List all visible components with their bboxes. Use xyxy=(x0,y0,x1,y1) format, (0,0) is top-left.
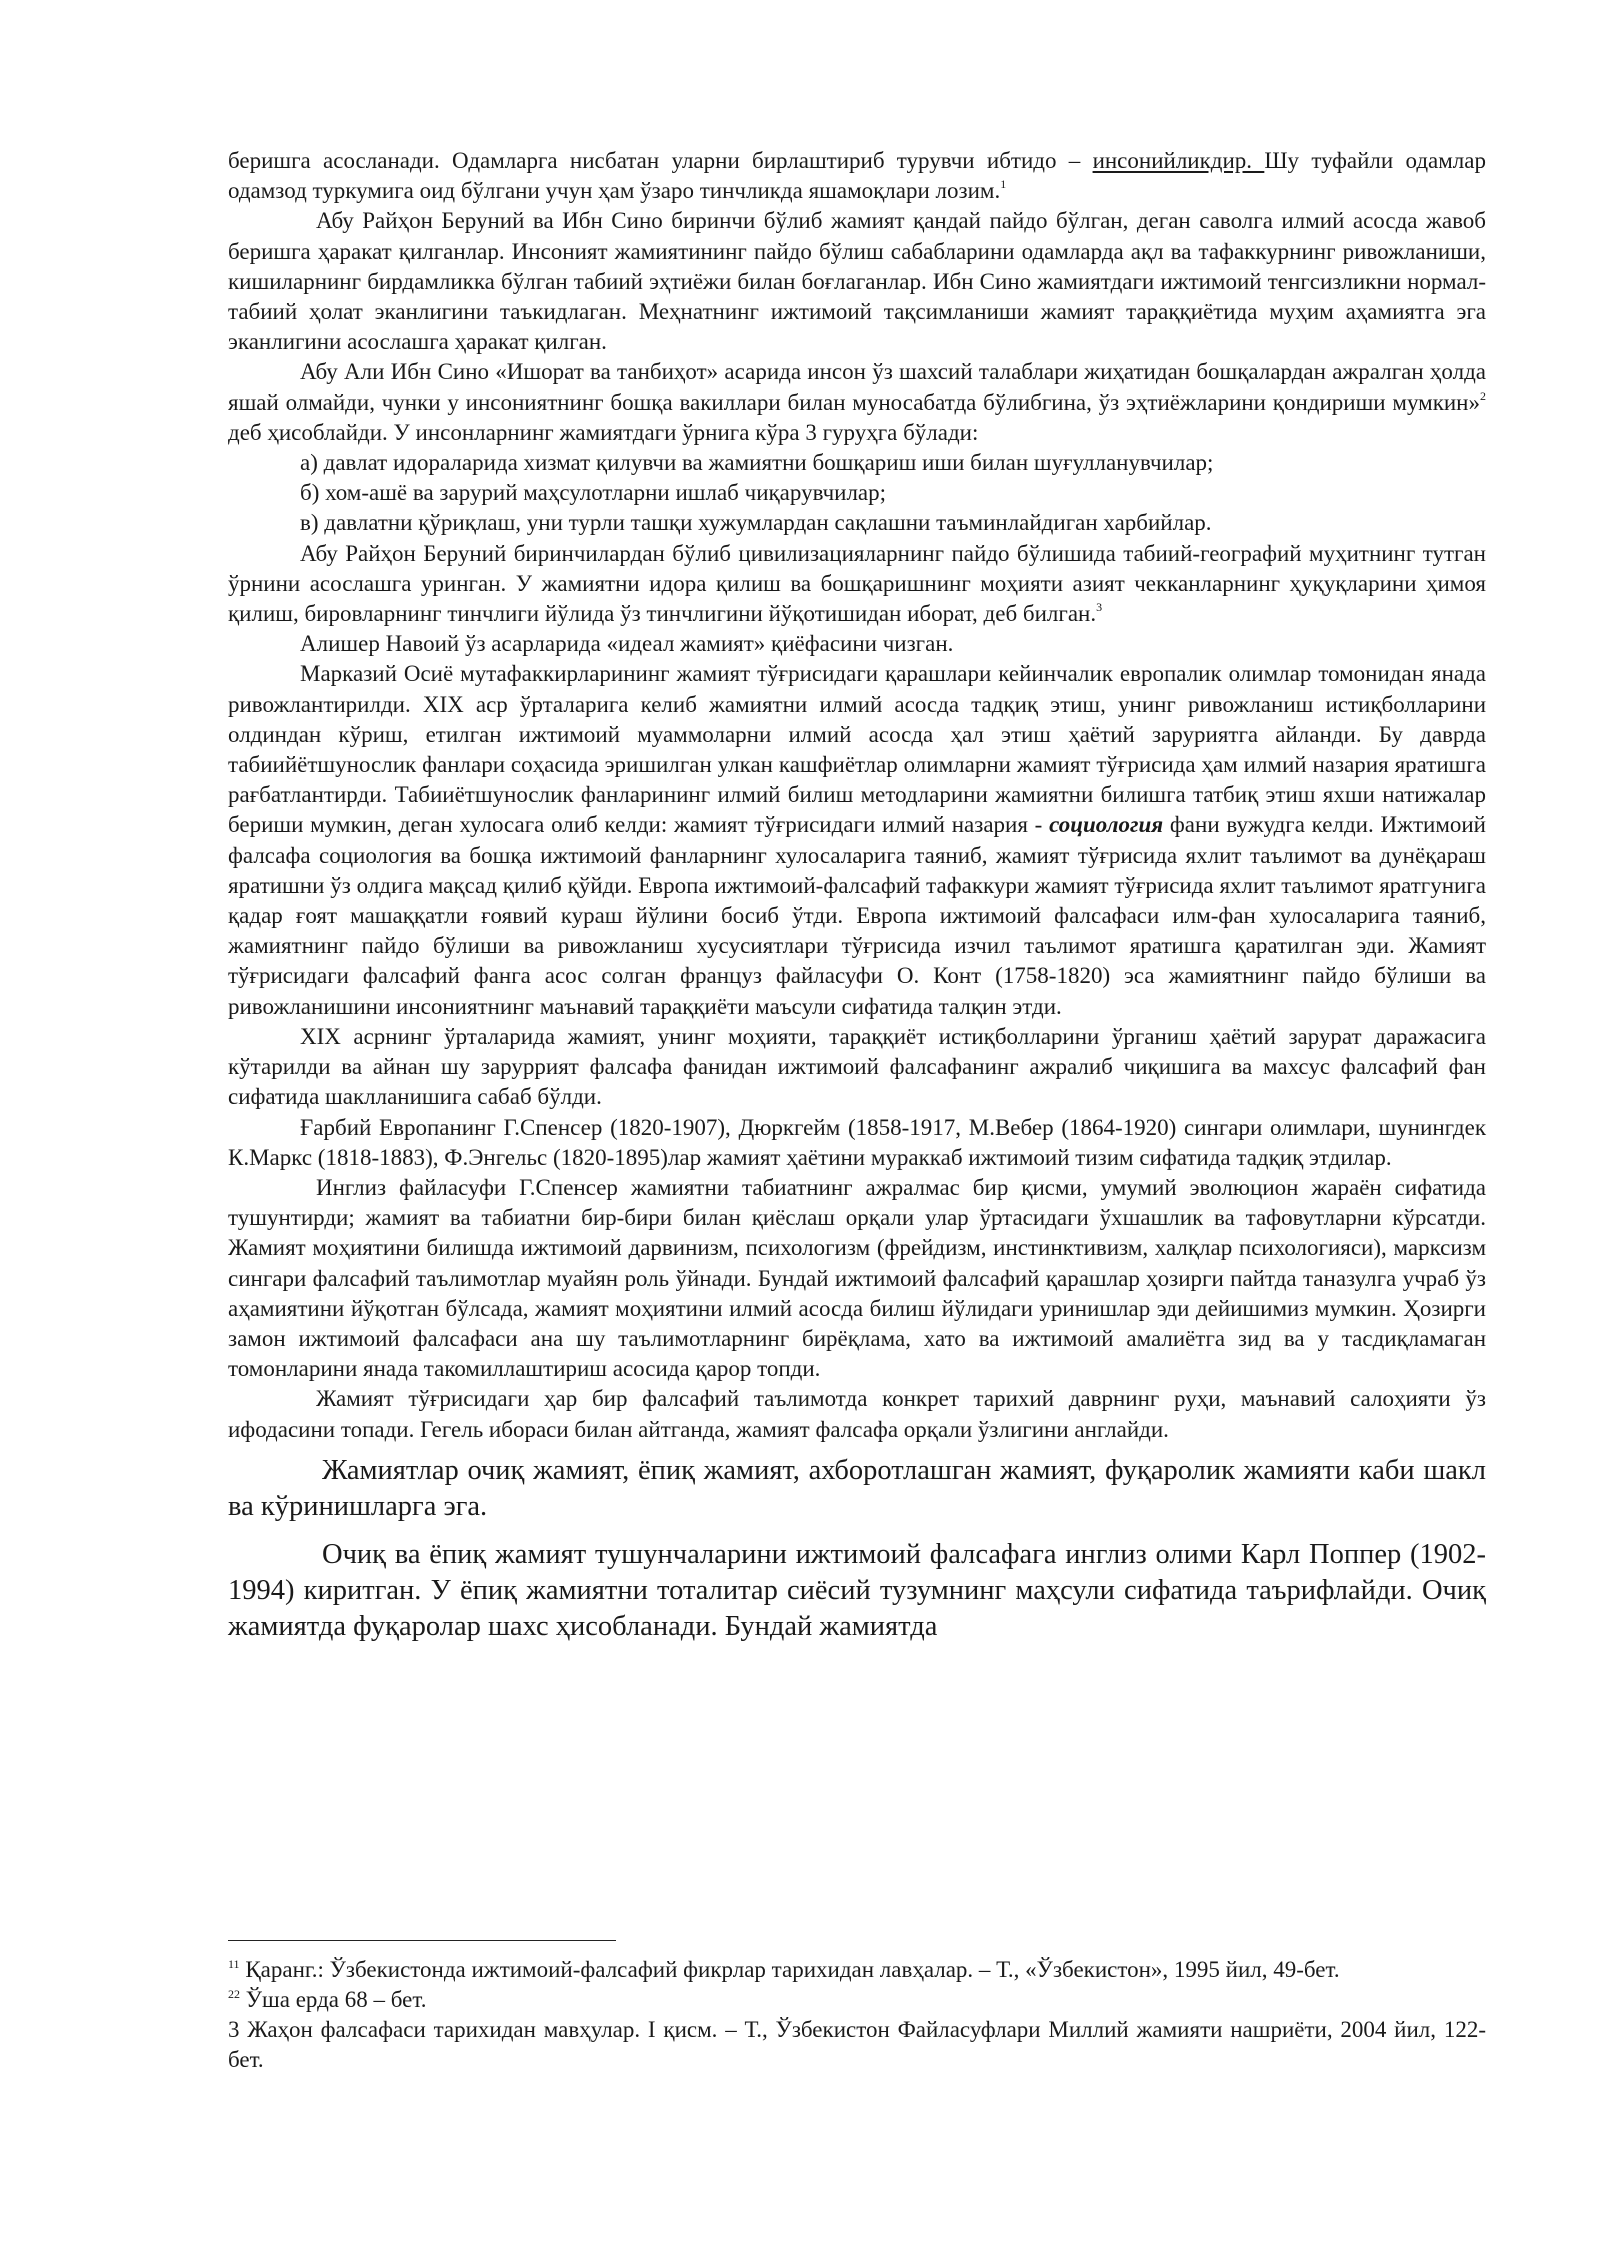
emphasized-term: социология xyxy=(1049,812,1164,838)
footnote-text: Жаҳон фалсафаси тарихидан мавҳулар. I қисм. – Т., Ўзбекистон Файласуфлари Миллий жамияти нашриёти, 2004 йил, 122-бет. xyxy=(228,2017,1486,2072)
footnote-ref[interactable]: 2 xyxy=(1480,388,1486,403)
footnote-1 xyxy=(228,1955,1486,1985)
footnote-ref[interactable]: 3 xyxy=(1096,600,1103,615)
paragraph-1 xyxy=(228,146,1486,206)
footnote-mark: 3 xyxy=(228,2017,240,2042)
footnote-3 xyxy=(228,2015,1486,2075)
paragraph-3 xyxy=(228,357,1486,448)
paragraph-text: Абу Райҳон Беруний биринчилардан бўлиб цивилизацияларнинг пайдо бўлишида табиий-географий муҳитнинг тутган ўрнини асослашга уринган. У жамиятни идора қилиш ва бошқаришнинг моҳияти азият чекканларнинг ҳуқуқларини ҳимоя қилиш, бировларнинг тинчлиги йўлида ўз тинчлигини йўқотишидан иборат, деб билган. xyxy=(228,540,1486,627)
paragraph-9: Инглиз файласуфи Г.Спенсер жамиятни табиатнинг ажралмас бир қисми, умумий эволюцион жараён сифатида тушунтирди; жамият ва табиатни бир-бири билан қиёслаш орқали улар ўртасидаги ўхшашлик ва тафовутларни кўрсатди. Жамият моҳиятини билишда ижтимоий дарвинизм, психологизм (фрейдизм, инстинктивизм, халқлар психологияси), марксизм сингари фалсафий таълимотлар муайян роль ўйнади. Бундай ижтимоий фалсафий қарашлар ҳозирги пайтда таназулга учраб ўз аҳамиятини йўқотган бўлсада, жамият моҳиятини илмий асосда билиш йўлидаги уринишлар эди дейишимиз мумкин. Ҳозирги замон ижтимоий фалсафаси ана шу таълимотларнинг бирёқлама, хато ва ижтимоий амалиётга зид ва у тасдиқламаган томонларини янада такомиллаштириш асосида қарор топди. xyxy=(228,1174,1486,1382)
footnote-text: Қаранг.: Ўзбекистонда ижтимоий-фалсафий фикрлар тарихидан лавҳалар. – Т., «Ўзбекистон», 1995 йил, 49-бет. xyxy=(239,1957,1340,1982)
list-item: б) хом-ашё ва зарурий маҳсулотларни ишлаб чиқарувчилар; xyxy=(300,480,887,506)
paragraph-text: фани вужудга келди. Ижтимоий фалсафа социология ва бошқа ижтимоий фанларнинг хулосаларига таяниб, жамият тўғрисида яхлит таълимот ва дунёқараш яратишни ўз олдига мақсад қилиб қўйди. Европа ижтимоий-фалсафий тафаккури жамият тўғрисида яхлит таълимот яратгунига қадар ғоят машаққатли ғоявий кураш йўлини босиб ўтди. Европа ижтимоий фалсафаси илм-фан хулосаларига таяниб, жамиятнинг пайдо бўлиши ва ривожланиш хусусиятлари тўғрисида изчил таълимот яратишга қаратилган эди. Жамият тўғрисидаги фалсафий фанга асос солган француз файласуфи О. Конт (1758-1820) эса жамиятнинг пайдо бўлиши ва ривожланишини инсониятнинг маънавий тараққиёти маъсули сифатида талқин этди. xyxy=(228,812,1486,1019)
document-page xyxy=(228,146,1486,1645)
paragraph-11: Жамиятлар очиқ жамият, ёпиқ жамият, ахборотлашган жамият, фуқаролик жамияти каби шакл ва кўринишларга эга. xyxy=(228,1454,1486,1522)
paragraph-text: Абу Али Ибн Сино «Ишорат ва танбиҳот» асарида инсон ўз шахсий талаблари жиҳатидан бошқалардан ажралган ҳолда яшай олмайди, чунки у инсониятнинг бошқа вакиллари билан муносабатда бўлибгина, ўз эҳтиёжларини қондириши мумкин» xyxy=(228,359,1486,415)
paragraph-10: Жамият тўғрисидаги ҳар бир фалсафий таълимотда конкрет тарихий даврнинг руҳи, маънавий салоҳияти ўз ифодасини топади. Гегель ибораси билан айтганда, жамият фалсафа орқали ўзлигини англайди. xyxy=(228,1386,1486,1442)
paragraph-7: XIX асрнинг ўрталарида жамият, унинг моҳияти, тараққиёт истиқболларини ўрганиш ҳаётий зарурат даражасига кўтарилди ва айнан шу заруррият фалсафа фанидан ижтимоий фалсафанинг ажралиб чиқишига ва махсус фалсафий фан сифатида шаклланишига сабаб бўлди. xyxy=(228,1023,1486,1110)
paragraph-5: Алишер Навоий ўз асарларида «идеал жамият» қиёфасини чизган. xyxy=(300,631,954,657)
paragraph-text: Марказий Осиё мутафаккирларининг жамият тўғрисидаги қарашлари кейинчалик европалик олимлар томонидан янада ривожлантирилди. XIX аср ўрталарига келиб жамиятни илмий асосда тадқиқ этиш, унинг ривожланиш истиқболларини олдиндан кўриш, етилган ижтимоий муаммоларни илмий асосда ҳал этиш ҳаётий заруриятга айланди. Бу даврда табиийётшунослик фанлари соҳасида эришилган улкан кашфиётлар олимларни жамият тўғрисида ҳам илмий назария яратишга рағбатлантирди. Табииётшунослик фанларининг илмий билиш методларини жамиятни билишга татбиқ этиш яхши натижалар бериши мумкин, деган хулосага олиб келди: жамият тўғрисидаги илмий назария - xyxy=(228,661,1486,838)
footnote-separator xyxy=(228,1940,616,1941)
paragraph-text: Шу туфайли одамлар одамзод туркумига оид бўлгани учун ҳам ўзаро тинчликда яшамоқлари лозим. xyxy=(228,148,1486,204)
paragraph-2: Абу Райҳон Беруний ва Ибн Сино биринчи бўлиб жамият қандай пайдо бўлган, деган саволга илмий асосда жавоб беришга ҳаракат қилганлар. Инсоният жамиятининг пайдо бўлиш сабабларини одамларда ақл ва тафаккурнинг ривожланиши, кишиларнинг бирдамликка бўлган табиий эҳтиёжи билан боғлаганлар. Ибн Сино жамиятдаги ижтимоий тенгсизликни нормал-табиий ҳолат эканлигини таъкидлаган. Меҳнатнинг ижтимоий тақсимланиши жамият тараққиётида муҳим аҳамиятга эга эканлигини асослашга ҳаракат қилган. xyxy=(228,208,1486,355)
footnote-text: Ўша ерда 68 – бет. xyxy=(240,1987,427,2012)
paragraph-text: деб ҳисоблайди. У инсонларнинг жамиятдаги ўрнига кўра 3 гуруҳга бўлади: xyxy=(228,419,979,445)
paragraph-text: беришга асосланади. Одамларга нисбатан уларни бирлаштириб турувчи ибтидо – xyxy=(228,148,1093,173)
list-item: а) давлат идораларида хизмат қилувчи ва жамиятни бошқариш иши билан шуғулланувчилар; xyxy=(300,450,1214,476)
paragraph-4 xyxy=(228,539,1486,630)
list-item: в) давлатни қўриқлаш, уни турли ташқи хужумлардан сақлашни таъминлайдиган харбийлар. xyxy=(300,510,1212,536)
footnote-mark: 11 xyxy=(228,1957,240,1971)
paragraph-8: Ғарбий Европанинг Г.Спенсер (1820-1907), Дюркгейм (1858-1917, М.Вебер (1864-1920) сингари олимлари, шунингдек К.Маркс (1818-1883), Ф.Энгельс (1820-1895)лар жамият ҳаётини мураккаб ижтимоий тизим сифатида тадқиқ этдилар. xyxy=(228,1114,1486,1170)
paragraph-12: Очиқ ва ёпиқ жамият тушунчаларини ижтимоий фалсафага инглиз олими Карл Поппер (1902-1994) киритган. У ёпиқ жамиятни тоталитар сиёсий тузумнинг маҳсули сифатида таърифлайди. Очиқ жамиятда фуқаролар шахс ҳисобланади. Бундай жамиятда xyxy=(228,1538,1486,1642)
footnote-2 xyxy=(228,1985,1486,2015)
footnote-ref[interactable]: 1 xyxy=(1000,177,1007,192)
footnotes xyxy=(228,1940,1486,2075)
paragraph-6 xyxy=(228,659,1486,1021)
underlined-term: инсонийликдир. xyxy=(1092,148,1265,173)
footnote-mark: 22 xyxy=(228,1987,240,2001)
